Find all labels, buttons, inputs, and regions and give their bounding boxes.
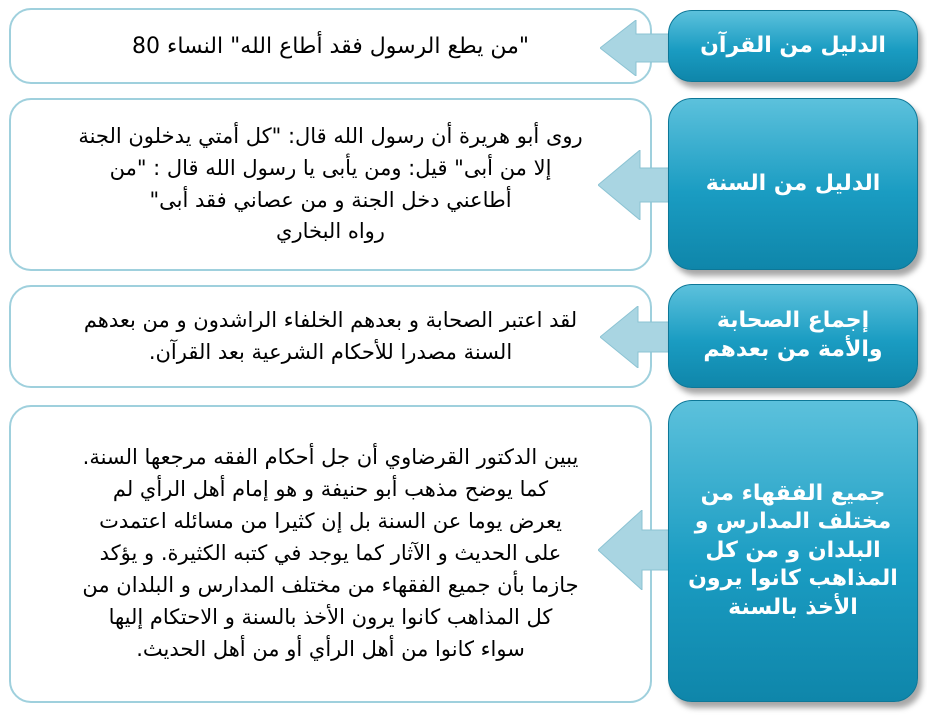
jurists-line: على الحديث و الآثار كما يوجد في كتبه الكثيرة. و يؤكد xyxy=(99,541,562,566)
jurists-label-line: البلدان و من كل xyxy=(705,537,881,563)
jurists-label-line: جميع الفقهاء من xyxy=(700,480,886,506)
jurists-label-line: المذاهب كانوا يرون xyxy=(688,566,898,592)
jurists-line: كما يوضح مذهب أبو حنيفة و هو إمام أهل الرأي لم xyxy=(112,477,549,502)
jurists-callout xyxy=(9,405,652,703)
sunnah-line: رواه البخاري xyxy=(276,219,385,244)
jurists-line: جازما بأن جميع الفقهاء من مختلف المدارس و البلدان من xyxy=(82,572,579,597)
sunnah-line: إلا من أبى" قيل: ومن يأبى يا رسول الله قال : "من xyxy=(109,155,552,180)
consensus-line: لقد اعتبر الصحابة و بعدهم الخلفاء الراشدون و من بعدهم xyxy=(83,308,578,332)
sunnah-line: روى أبو هريرة أن رسول الله قال: "كل أمتي يدخلون الجنة xyxy=(78,123,583,148)
jurists-line: يبين الدكتور القرضاوي أن جل أحكام الفقه مرجعها السنة. xyxy=(82,445,579,470)
jurists-line: كل المذاهب كانوا يرون الأخذ بالسنة و الاحتكام إليها xyxy=(108,604,553,629)
quran-evidence-text: "من يطع الرسول فقد أطاع الله" النساء 80 xyxy=(131,33,529,59)
jurists-label-line: مختلف المدارس و xyxy=(694,509,892,535)
quran-evidence-label-text: الدليل من القرآن xyxy=(700,32,886,58)
jurists-line: سواء كانوا من أهل الرأي أو من أهل الحديث. xyxy=(136,636,525,661)
sunnah-evidence-callout xyxy=(9,98,652,271)
jurists-label xyxy=(668,400,918,702)
jurists-label-line: الأخذ بالسنة xyxy=(728,594,858,620)
consensus-callout xyxy=(9,285,652,388)
sunnah-evidence-label-text: الدليل من السنة xyxy=(705,170,881,196)
quran-evidence-label xyxy=(668,10,918,82)
sunnah-line: أطاعني دخل الجنة و من عصاني فقد أبى" xyxy=(149,187,512,212)
consensus-label xyxy=(668,284,918,388)
jurists-line: يعرض يوما عن السنة بل إن كثيرا من مسائله اعتمدت xyxy=(99,509,562,534)
consensus-label-line: والأمة من بعدهم xyxy=(703,337,883,362)
sunnah-evidence-label xyxy=(668,98,918,270)
consensus-label-line: إجماع الصحابة xyxy=(716,308,870,334)
consensus-line: السنة مصدرا للأحكام الشرعية بعد القرآن. xyxy=(148,339,513,364)
quran-evidence-callout xyxy=(9,8,652,84)
